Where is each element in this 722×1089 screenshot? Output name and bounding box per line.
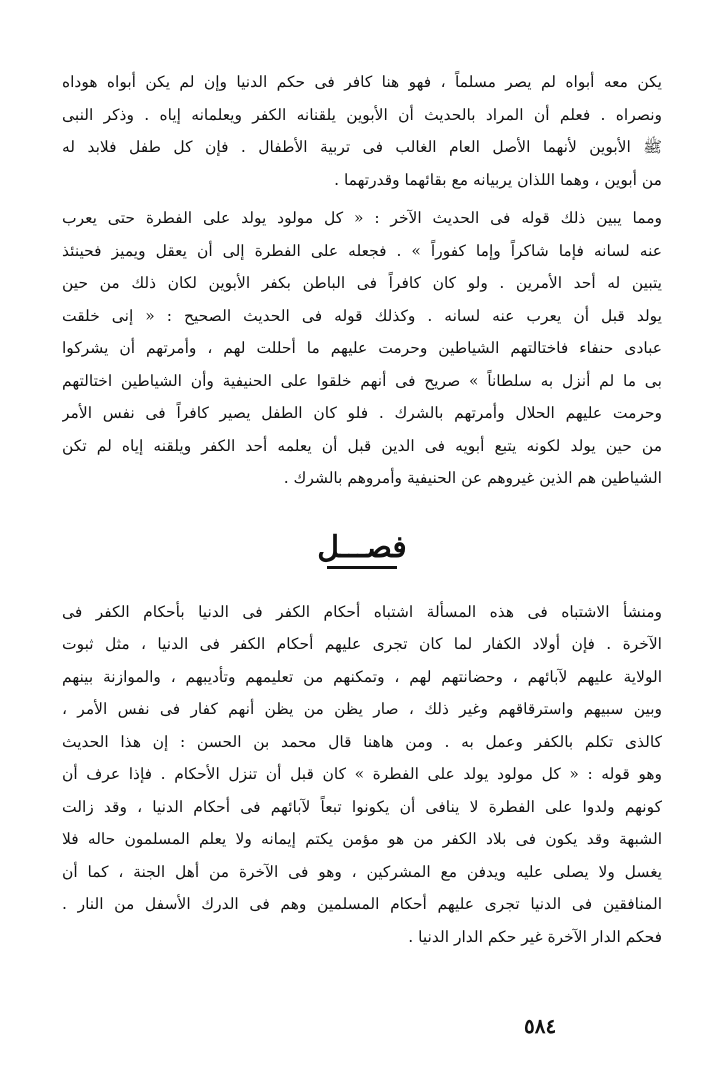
text-line: كالذى تكلم بالكفر وعمل به . ومن هاهنا قال محمد بن الحسن : إن هذا الحديث [62,732,662,751]
paragraph-3 [62,596,662,954]
paragraph-1 [62,66,662,196]
text-line: من حين يولد لكونه يتبع أبويه فى الدين قبل أن يعلمه أحد الكفر ويلقنه إياه لم تكن [62,436,662,455]
text-line: يكن معه أبواه لم يصر مسلماً ، فهو هنا كافر فى حكم الدنيا وإن لم يكن أبواه هوداه [62,73,662,91]
text-line: وبين سبيهم واسترقاقهم وغير ذلك ، صار يظن من يظن أنهم كفار فى نفس الأمر ، [62,700,662,718]
text-line: يتبين له أحد الأمرين . ولو كان كافراً فى الباطن بكفر الأبوين لكان ذلك من حين [62,274,662,292]
text-line: عبادى حنفاء فاختالتهم الشياطين وحرمت عليهم ما أحللت لهم ، وأمرتهم أن يشركوا [62,339,662,357]
paragraph-2 [62,202,662,495]
page-number: ٥٨٤ [524,1014,557,1038]
text-line: ونصراه . فعلم أن المراد بالحديث أن الأبوين يلقنانه الكفر ويعلمانه إياه . وذكر النبى [62,105,662,124]
text-line: كونهم ولدوا على الفطرة لا ينافى أن يكونوا تبعاً لآبائهم فى أحكام الدنيا ، وقد زالت [62,797,662,816]
text-line: المنافقين فى الدنيا تجرى عليهم أحكام المسلمين وهم فى الدرك الأسفل من النار . [62,895,662,913]
text-line: الولاية عليهم لآبائهم ، وحضانتهم لهم ، وتمكنهم من تعليمهم وتأديبهم ، والموازنة بينهم [62,667,662,686]
text-line: الشبهة وقد يكون فى بلاد الكفر من هو مؤمن يكتم إيمانه ولا يعلم المسلمون حاله فلا [62,830,662,848]
text-line: وحرمت عليهم الحلال وأمرتهم بالشرك . فلو كان الطفل يصير كافراً فى نفس الأمر [62,404,662,422]
text-line: يغسل ولا يصلى عليه ويدفن مع المشركين ، وهو فى الآخرة من أهل الجنة ، كما أن [62,862,662,881]
text-line: الآخرة . فإن أولاد الكفار لما كان تجرى عليهم أحكام الكفر فى الدنيا ، مثل ثبوت [62,635,662,653]
text-line: بى ما لم أنزل به سلطاناً » صريح فى أنهم خلقوا على الحنيفية وأن الشياطين اختالتهم [62,371,662,390]
text-line: ومنشأ الاشتباه فى هذه المسألة اشتباه أحكام الكفر فى الدنيا بأحكام الكفر فى [62,602,662,621]
book-page [62,66,662,953]
text-line: عنه لسانه فإما شاكراً وإما كفوراً » . فجعله على الفطرة إلى أن يعقل ويميز فحينئذ [62,241,662,260]
text-line: يولد قبل أن يعرب عنه لسانه . وكذلك قوله فى الحديث الصحيح : « إنى خلقت [62,306,662,325]
text-line: ﷺ الأبوين لأنهما الأصل العام الغالب فى تربية الأطفال . فإن كل طفل فلابد له [62,138,662,156]
text-line: وهو قوله : « كل مولود يولد على الفطرة » كان قبل أن تنزل الأحكام . فإذا عرف أن [62,765,662,783]
text-line: الشياطين هم الذين غيروهم عن الحنيفية وأمروهم بالشرك . [283,469,662,487]
section-heading: فصـــل [317,529,407,565]
text-line: من أبوين ، وهما اللذان يربيانه مع بقائهما وقدرتهما . [334,170,662,189]
text-line: ومما يبين ذلك قوله فى الحديث الآخر : « كل مولود يولد على الفطرة حتى يعرب [62,209,662,227]
text-line: فحكم الدار الآخرة غير حكم الدار الدنيا . [408,927,662,946]
